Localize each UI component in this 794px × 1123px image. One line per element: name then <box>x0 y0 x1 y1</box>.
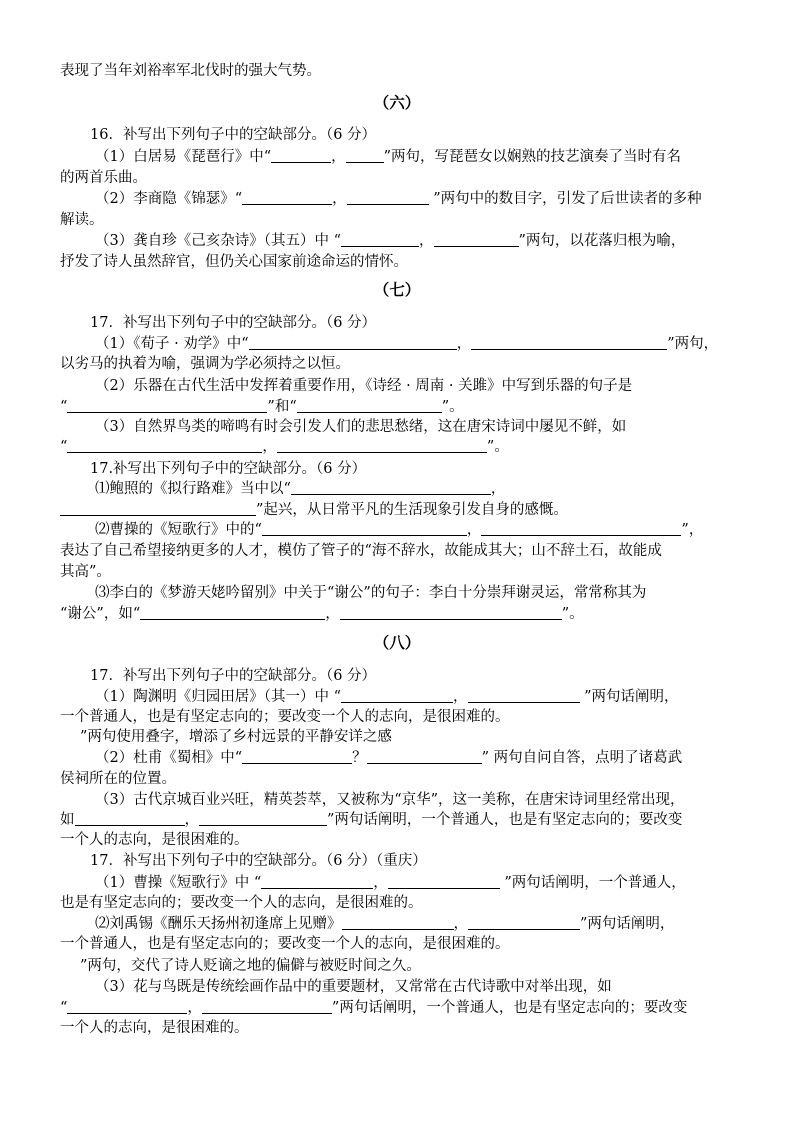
question-17d-item-3: （3）花与鸟既是传统绘画作品中的重要题材，又常常在古代诗歌中对举出现，如 <box>95 979 612 995</box>
blank[interactable] <box>468 688 580 703</box>
question-16-item-1: （1）白居易《琵琶行》中“ ， ”两句，写琵琶女以娴熟的技艺演奏了当时有名 <box>95 149 682 165</box>
blank[interactable] <box>340 605 562 620</box>
question-16-item-3-cont: 抒发了诗人虽然辞官，但仍关心国家前途命运的情怀。 <box>60 254 408 270</box>
blank[interactable] <box>471 335 667 350</box>
section-heading-6: （六） <box>373 93 421 112</box>
blank[interactable] <box>297 398 442 413</box>
question-16-item-2: （2）李商隐《锦瑟》“ ， ”两句中的数目字，引发了后世读者的多种 <box>95 191 702 207</box>
question-17a-item-2-cont: “ ”和“ ”。 <box>60 399 464 415</box>
blank[interactable] <box>261 874 373 889</box>
question-17b-title: 17.补写出下列句子中的空缺部分。（6 分） <box>90 461 367 477</box>
question-17a-item-2: （2）乐器在古代生活中发挥着重要作用，《诗经 · 周南 · 关雎》中写到乐器的句子是 <box>95 378 633 394</box>
blank[interactable] <box>367 749 482 764</box>
blank[interactable] <box>346 148 384 163</box>
blank[interactable] <box>67 999 187 1014</box>
question-17c-item-1-cont: 一个普通人，也是有坚定志向的；要改变一个人的志向，是很困难的。 <box>60 709 510 725</box>
blank[interactable] <box>262 521 467 536</box>
blank[interactable] <box>341 232 419 247</box>
question-17d-item-1-cont: 也是有坚定志向的；要改变一个人的志向，是很困难的。 <box>60 895 423 911</box>
blank[interactable] <box>67 438 262 453</box>
question-17b-item-2-cont2: 其高”。 <box>60 564 111 580</box>
question-17d-item-2-cont: 一个普通人，也是有坚定志向的；要改变一个人的志向，是很困难的。 <box>60 936 510 952</box>
question-17c-item-3-cont2: 一个人的志向，是很困难的。 <box>60 832 249 848</box>
question-17d-item-3-cont: “ ， ”两句话阐明，一个普通人，也是有坚定志向的；要改变 <box>60 1000 688 1016</box>
question-17d-title: 17．补写出下列句子中的空缺部分。（6 分）（重庆） <box>90 853 427 869</box>
blank[interactable] <box>75 811 185 826</box>
blank[interactable] <box>271 148 331 163</box>
question-17c-item-1-cont2: ”两句使用叠字，增添了乡村远景的平静安详之感 <box>80 729 392 745</box>
question-17b-item-1: ⑴鲍照的《拟行路难》当中以“ ， <box>95 481 506 497</box>
blank[interactable] <box>388 874 500 889</box>
question-17a-item-3-cont: “ ， ”。 <box>60 439 509 455</box>
question-17b-item-2-cont: 表达了自己希望接纳更多的人才，模仿了管子的“海不辞水，故能成其大；山不辞土石，故能成 <box>60 543 662 559</box>
question-16-item-2-cont: 解读。 <box>60 212 104 228</box>
question-17c-item-1: （1）陶渊明《归园田居》（其一）中 “ ， ”两句话阐明， <box>95 689 679 705</box>
question-16-item-1-cont: 的两首乐曲。 <box>60 170 147 186</box>
question-17d-item-2-cont2: ”两句，交代了诗人贬谪之地的偏僻与被贬时间之久。 <box>80 958 421 974</box>
section-heading-7: （七） <box>373 280 421 299</box>
blank[interactable] <box>242 749 352 764</box>
blank[interactable] <box>342 915 454 930</box>
blank[interactable] <box>202 999 332 1014</box>
blank[interactable] <box>199 811 327 826</box>
question-17a-item-1: （1）《荀子 · 劝学》中“ ， ”两句， <box>95 336 719 352</box>
question-17c-item-3-cont: 如 ， ”两句话阐明，一个普通人，也是有坚定志向的；要改变 <box>60 812 683 828</box>
blank[interactable] <box>434 232 519 247</box>
blank[interactable] <box>481 521 681 536</box>
blank[interactable] <box>468 915 580 930</box>
blank[interactable] <box>242 190 332 205</box>
blank[interactable] <box>60 501 256 516</box>
blank[interactable] <box>249 335 457 350</box>
blank[interactable] <box>291 480 491 495</box>
question-17a-title: 17．补写出下列句子中的空缺部分。（6 分） <box>90 315 377 331</box>
blank[interactable] <box>347 190 429 205</box>
question-17b-item-3-cont: “谢公”，如“ ， ”。 <box>60 606 584 622</box>
blank[interactable] <box>341 688 453 703</box>
question-16-title: 16．补写出下列句子中的空缺部分。（6 分） <box>90 127 377 143</box>
question-17c-title: 17．补写出下列句子中的空缺部分。（6 分） <box>90 668 377 684</box>
blank[interactable] <box>140 605 325 620</box>
question-17d-item-3-cont2: 一个人的志向，是很困难的。 <box>60 1020 249 1036</box>
question-17b-item-2: ⑵曹操的《短歌行》中的“ ， ”， <box>95 522 704 538</box>
question-17a-item-3: （3）自然界鸟类的啼鸣有时会引发人们的悲思愁绪，这在唐宋诗词中屡见不鲜，如 <box>95 419 627 435</box>
question-17c-item-3: （3）古代京城百业兴旺，精英荟萃，又被称为“京华”，这一美称，在唐宋诗词里经常出现， <box>95 792 685 808</box>
intro-line: 表现了当年刘裕率军北伐时的强大气势。 <box>60 63 321 79</box>
section-heading-8: （八） <box>373 633 421 652</box>
blank[interactable] <box>277 438 487 453</box>
question-17a-item-1-cont: 以劣马的执着为喻，强调为学必须持之以恒。 <box>60 356 350 372</box>
blank[interactable] <box>67 398 267 413</box>
question-17c-item-2: （2）杜甫《蜀相》中“ ？ ” 两句自问自答，点明了诸葛武 <box>95 750 683 766</box>
question-17b-item-3: ⑶李白的《梦游天姥吟留别》中关于“谢公”的句子：李白十分崇拜谢灵运，常常称其为 <box>95 585 647 601</box>
question-17d-item-2: ⑵刘禹锡《酬乐天扬州初逢席上见赠》 ， ”两句话阐明， <box>95 916 675 932</box>
question-17b-item-1-cont: ”起兴，从日常平凡的生活现象引发自身的感慨。 <box>60 500 738 520</box>
question-16-item-3: （3）龚自珍《己亥杂诗》（其五）中 “ ， ”两句，以花落归根为喻， <box>95 233 686 249</box>
question-17d-item-1: （1）曹操《短歌行》中 “ ， ”两句话阐明，一个普通人， <box>95 875 686 891</box>
question-17c-item-2-cont: 侯祠所在的位置。 <box>60 771 176 787</box>
